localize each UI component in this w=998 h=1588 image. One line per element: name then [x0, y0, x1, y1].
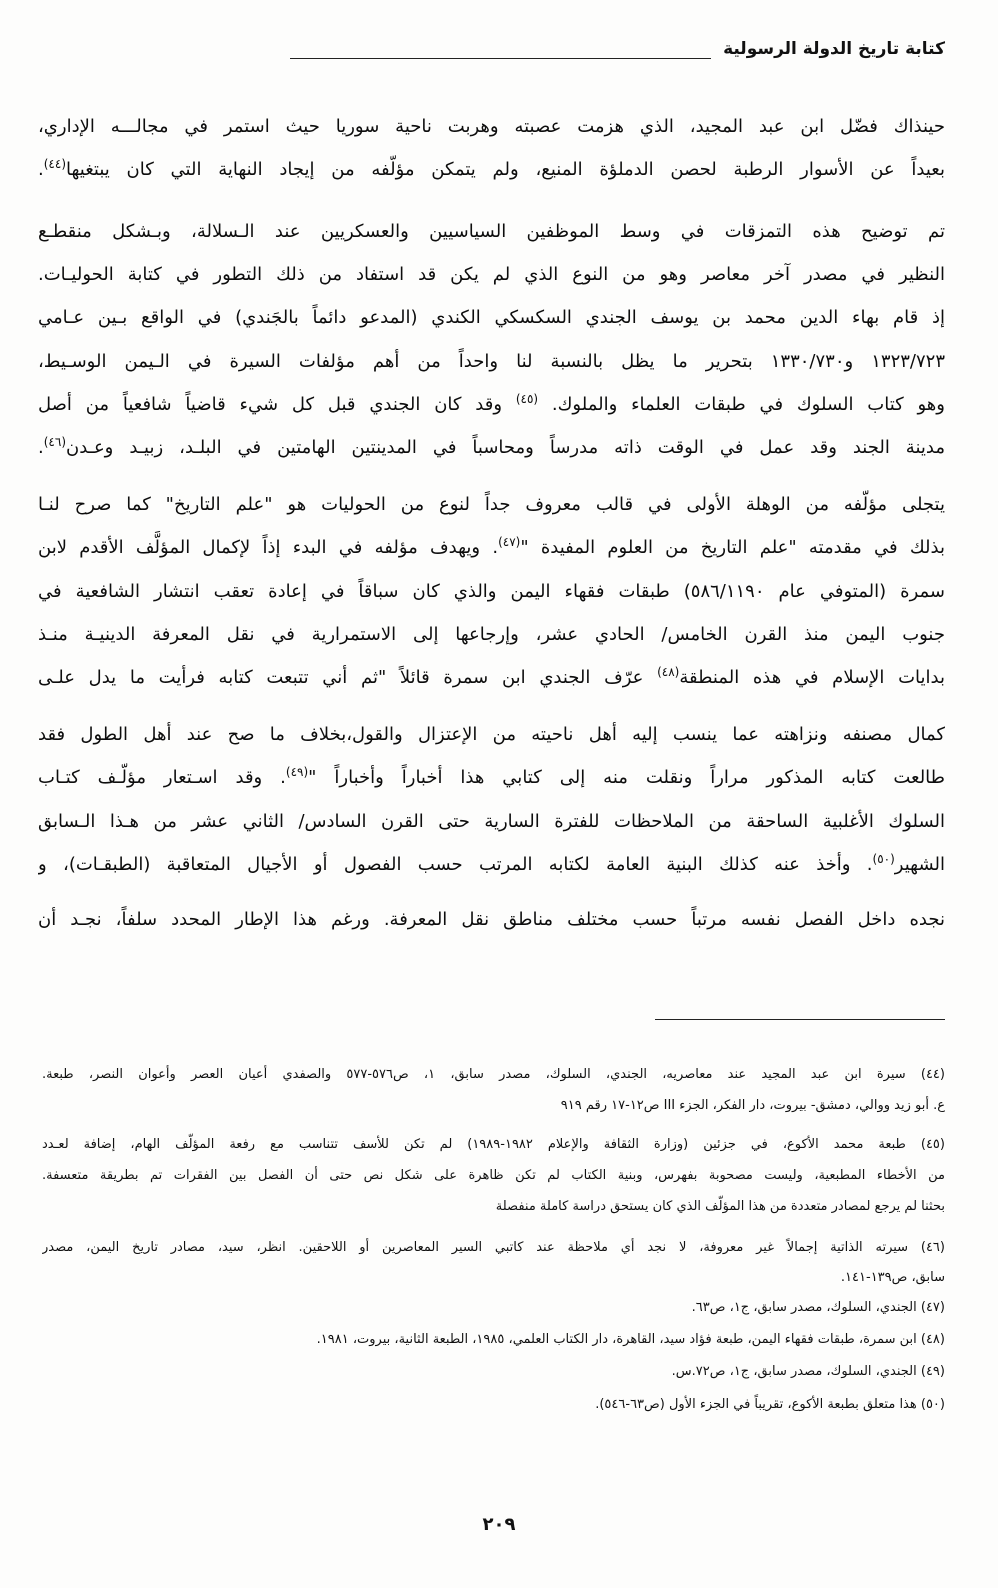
text-line: بعيداً عن الأسوار الرطبة لحصن الدملؤة المنيع، ولم يتمكن مؤلّفه من إيجاد النهاية التي كان يبتغيها$^{(٤٤)}$. — [38, 157, 945, 180]
footnote-ref: (٤٤) — [43, 157, 66, 171]
running-header — [290, 30, 945, 64]
footnote-ref: (٤٦) — [43, 435, 66, 449]
footnote-line: ع. أبو زيد ووالي، دمشق- بيروت، دار الفكر، الجزء III ص١٢-١٧ رقم ٩١٩ — [560, 1098, 945, 1113]
footnote-line: سابق، ص١٣٩-١٤١. — [840, 1270, 945, 1285]
footnote-line: (٤٥) طبعة محمد الأكوع، في جزئين (وزارة الثقافة والإعلام ١٩٨٢-١٩٨٩) لم تكن للأسف تتناسب مع رفعة المؤلّف الهام، إضافة لعـدد — [42, 1137, 945, 1152]
footnote-line: (٥٠) هذا متعلق بطبعة الأكوع، تقريباً في الجزء الأول (ص٦٣-٥٤٦). — [595, 1397, 945, 1412]
footnote-ref: (٥٠) — [872, 852, 895, 866]
footnote-ref: (٤٩) — [285, 765, 309, 779]
header-rule — [290, 58, 711, 59]
footnote-ref: (٤٧) — [498, 535, 521, 549]
text-line: كمال مصنفه ونزاهته عما ينسب إليه أهل ناحيته من الإعتزال والقول،بخلاف ما صح عند أهل الطول فقد — [38, 724, 945, 745]
text-line: ١٣٢٣/٧٢٣ و١٣٣٠/٧٣٠ بتحرير ما يظل بالنسبة لنا واحداً من أهم مؤلفات السيرة في الـيمن الوسـيط، — [38, 351, 945, 372]
footnote-line: (٤٨) ابن سمرة، طبقات فقهاء اليمن، طبعة فؤاد سيد، القاهرة، دار الكتاب العلمي، ١٩٨٥، الطبعة الثانية، بيروت، ١٩٨١. — [316, 1332, 945, 1347]
text-line: مدينة الجند وقد عمل في الوقت ذاته مدرساً ومحاسباً في المدينتين الهامتين في البلـد، زبيـد وعـدن$^{(٤٦)}$. — [38, 435, 945, 458]
footnote-line: بحثنا لم يرجع لمصادر متعددة من هذا المؤلّف الذي كان يستحق دراسة كاملة منفصلة — [495, 1199, 945, 1214]
text-line: بدايات الإسلام في هذه المنطقة$^{(٤٨)}$ عرّف الجندي ابن سمرة قائلاً "ثم أني تتبعت كتابه فرأيت ما يدل علـى — [38, 665, 945, 688]
text-line: جنوب اليمن منذ القرن الخامس/ الحادي عشر، وإرجاعها إلى الاستمرارية في نقل المعرفة الدينيـة منـذ — [38, 624, 945, 645]
footnote-line: (٤٤) سيرة ابن عبد المجيد عند معاصريه، الجندي، السلوك، مصدر سابق، ١، ص٥٧٦-٥٧٧ والصفدي أعيان العصر وأعوان النصر، طبعة. — [42, 1067, 945, 1082]
footnote-line: من الأخطاء المطبعية، وليست مصحوبة بفهرس، وبنية الكتاب لم تكن ظاهرة على شكل نص حتى أن الفصل بين الفقرات تم بطريقة متعسفة. — [42, 1168, 945, 1183]
page-number: ٢٠٩ — [482, 1514, 516, 1535]
text-line: إذ قام بهاء الدين محمد بن يوسف الجندي السكسكي الكندي (المدعو دائماً بالجَندي) في الواقع بـين عـامي — [38, 307, 945, 328]
footnote-line: (٤٦) سيرته الذاتية إجمالاً غير معروفة، لا نجد أي ملاحظة عند كاتبي السير المعاصرين أو اللاحقين. انظر، سيد، مصادر تاريخ اليمن، مصدر — [42, 1240, 945, 1255]
text-line: نجده داخل الفصل نفسه مرتباً حسب مختلف مناطق نقل المعرفة. ورغم هذا الإطار المحدد سلفاً، نجـد أن — [38, 909, 945, 930]
text-line: النظير في مصدر آخر معاصر وهو من النوع الذي لم يكن قد استفاد من ذلك التطور في كتابة الحوليـات. — [38, 264, 945, 285]
text-line: بذلك في مقدمته "علم التاريخ من العلوم المفيدة "$^{(٤٧)}$. ويهدف مؤلفه في البدء إذاً لإكمال المؤلَّف الأقدم لابن — [38, 535, 945, 558]
footnote-ref: (٤٥) — [515, 392, 539, 406]
running-title: كتابة تاريخ الدولة الرسولية — [723, 39, 945, 59]
text-line: تم توضيح هذه التمزقات في وسط الموظفين السياسيين والعسكريين عند الـسلالة، وبـشكل منقطـع — [38, 221, 945, 242]
text-line: يتجلى مؤلّفه من الوهلة الأولى في قالب معروف جداً لنوع من الحوليات هو "علم التاريخ" كما صرح لنـا — [38, 494, 945, 515]
footnote-line: (٤٧) الجندي، السلوك، مصدر سابق، ج١، ص٦٣. — [691, 1300, 945, 1315]
text-line: سمرة (المتوفي عام ٥٨٦/١١٩٠) طبقات فقهاء اليمن والذي كان سباقاً في إعادة تعقب انتشار الشافعية في — [38, 581, 945, 602]
text-line: الشهير$^{(٥٠)}$. وأخذ عنه كذلك البنية العامة لكتابه المرتب حسب الفصول أو الأجيال المتعاقبة (الطبقـات)، و — [38, 852, 945, 875]
text-line: وهو كتاب السلوك في طبقات العلماء والملوك. $^{(٤٥)}$ وقد كان الجندي قبل كل شيء قاضياً شافعياً من أصل — [38, 392, 945, 415]
text-line: طالعت كتابه المذكور مراراً ونقلت منه إلى كتابي هذا أخباراً وأخباراً "$^{(٤٩)}$. وقد اسـتعار مؤلّـف كتـاب — [38, 765, 945, 788]
text-line: السلوك الأغلبية الساحقة من الملاحظات للفترة السارية حتى القرن السادس/ الثاني عشر من هـذا الـسابق — [38, 811, 945, 832]
footnote-ref: (٤٨) — [657, 665, 680, 679]
footnote-line: (٤٩) الجندي، السلوك، مصدر سابق، ج١، ص٧٢.س. — [671, 1364, 945, 1379]
text-line: حينذاك فضّل ابن عبد المجيد، الذي هزمت عصبته وهربت ناحية سوريا حيث استمر في مجالـــه الإداري، — [38, 116, 945, 137]
footnote-separator — [655, 1019, 945, 1020]
